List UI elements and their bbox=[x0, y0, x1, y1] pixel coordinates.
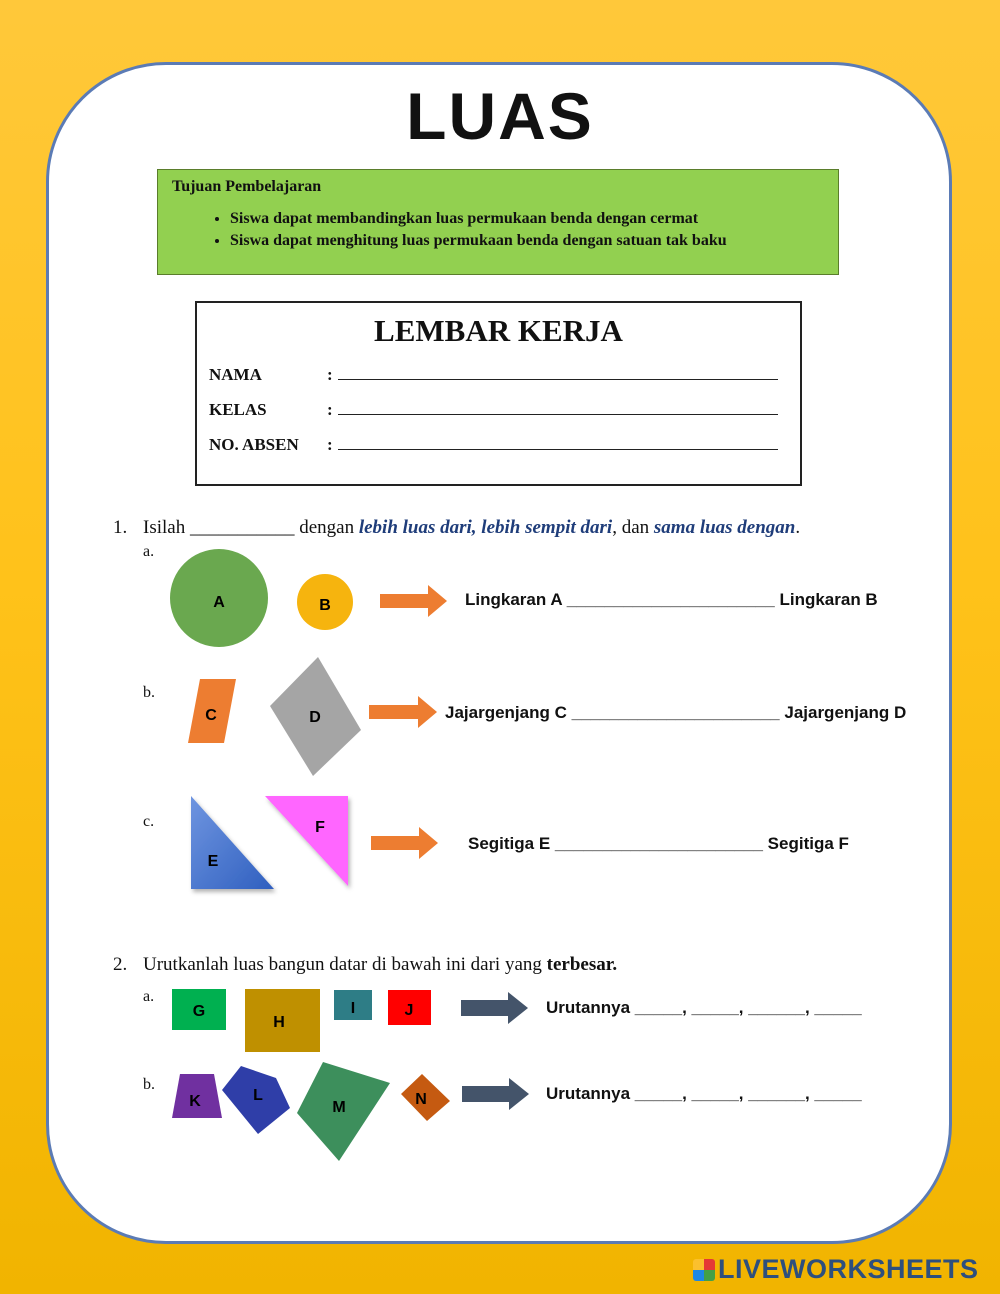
goal-item: • Siswa dapat menghitung luas permukaan benda dengan satuan tak baku bbox=[230, 232, 824, 250]
q2b-answer[interactable]: Urutannya _____, _____, ______, _____ bbox=[546, 1084, 862, 1103]
arrow-right-icon bbox=[461, 992, 528, 1024]
q2b-letter: b. bbox=[143, 1076, 155, 1093]
q1-text-end: . bbox=[795, 517, 801, 538]
q1a-letter: a. bbox=[143, 543, 155, 560]
colon: : bbox=[327, 365, 333, 384]
triangle-f bbox=[265, 796, 348, 886]
q2a-answer[interactable]: Urutannya _____, _____, ______, _____ bbox=[546, 998, 862, 1017]
label-d: D bbox=[309, 709, 321, 726]
absen-label: NO. ABSEN bbox=[209, 435, 299, 454]
label-l: L bbox=[253, 1087, 263, 1104]
q1c-letter: c. bbox=[143, 813, 155, 830]
page-title: LUAS bbox=[406, 79, 594, 153]
liveworksheets-logo[interactable] bbox=[693, 1254, 979, 1285]
colon: : bbox=[327, 400, 333, 419]
label-f: F bbox=[315, 819, 325, 836]
goal-item: • Siswa dapat membandingkan luas permukaan benda dengan cermat bbox=[230, 210, 824, 228]
q1-text-start: Isilah ___________ dengan bbox=[143, 517, 359, 538]
q1-option-1: lebih luas dari, lebih sempit dari bbox=[358, 517, 613, 538]
q1a-left: Lingkaran A bbox=[465, 590, 562, 609]
label-e: E bbox=[207, 853, 219, 870]
label-b: B bbox=[319, 597, 331, 614]
arrow-right-icon bbox=[462, 1078, 529, 1110]
q2-bold: terbesar. bbox=[546, 954, 618, 975]
name-label: NAMA bbox=[209, 365, 262, 384]
goals-heading: Tujuan Pembelajaran bbox=[172, 178, 322, 195]
q1-number: 1. bbox=[113, 517, 128, 538]
q1a-answer-blank[interactable]: ______________________ bbox=[566, 590, 775, 609]
q1b-right: Jajargenjang D bbox=[784, 703, 907, 722]
label-h: H bbox=[273, 1014, 285, 1031]
q1c-right: Segitiga F bbox=[767, 834, 849, 853]
label-j: J bbox=[404, 1002, 414, 1019]
q2-text: Urutkanlah luas bangun datar di bawah ini dari yang bbox=[143, 954, 547, 975]
label-i: I bbox=[350, 1000, 356, 1017]
brand-text: LIVEWORKSHEETS bbox=[718, 1254, 979, 1284]
colon: : bbox=[327, 435, 333, 454]
q1-option-2: sama luas dengan bbox=[653, 517, 796, 538]
q1c-left: Segitiga E bbox=[468, 834, 551, 853]
worksheet-title: LEMBAR KERJA bbox=[374, 313, 623, 348]
q1b-letter: b. bbox=[143, 684, 155, 701]
arrow-right-icon bbox=[371, 827, 438, 859]
liveworksheets-icon bbox=[693, 1259, 715, 1281]
q2a-letter: a. bbox=[143, 988, 155, 1005]
label-k: K bbox=[189, 1093, 201, 1110]
q2-number: 2. bbox=[113, 954, 128, 975]
class-label: KELAS bbox=[209, 400, 267, 419]
q1a-right: Lingkaran B bbox=[779, 590, 878, 609]
q1b-left: Jajargenjang C bbox=[445, 703, 567, 722]
label-n: N bbox=[415, 1091, 427, 1108]
triangle-e bbox=[191, 796, 274, 889]
label-g: G bbox=[192, 1003, 206, 1020]
q1b-answer-blank[interactable]: ______________________ bbox=[571, 703, 780, 722]
q1-text-mid: , dan bbox=[612, 517, 654, 538]
arrow-right-icon bbox=[380, 585, 447, 617]
q1c-answer-blank[interactable]: ______________________ bbox=[554, 834, 763, 853]
label-a: A bbox=[213, 594, 225, 611]
label-c: C bbox=[205, 707, 217, 724]
arrow-right-icon bbox=[369, 696, 437, 728]
label-m: M bbox=[332, 1099, 346, 1116]
